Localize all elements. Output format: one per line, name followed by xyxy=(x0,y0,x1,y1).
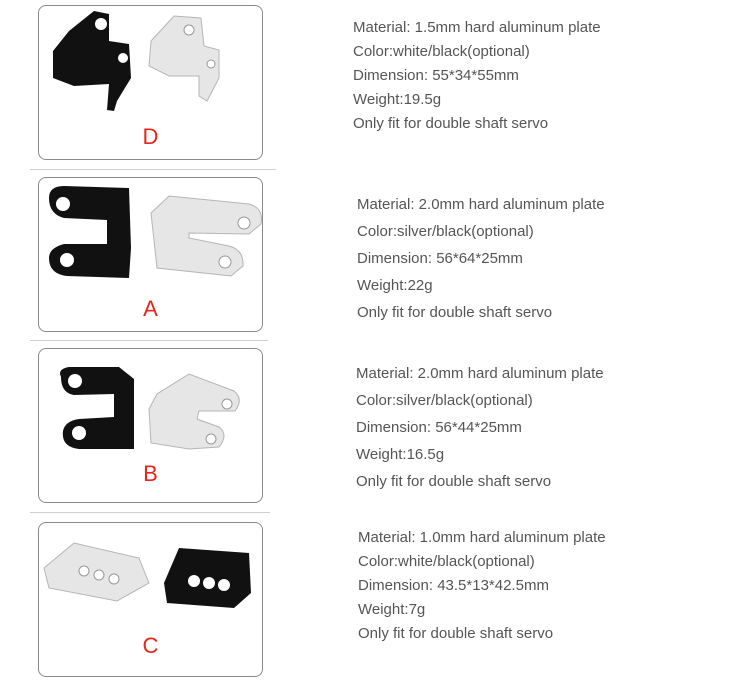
spec-color: Color:white/black(optional) xyxy=(358,553,535,570)
bracket-d-image xyxy=(39,6,262,136)
spec-material: Material: 1.0mm hard aluminum plate xyxy=(358,529,606,546)
specs-c xyxy=(358,526,606,646)
spec-dimension: Dimension: 43.5*13*42.5mm xyxy=(358,577,549,594)
silver-bracket-a xyxy=(151,196,262,276)
spec-fit: Only fit for double shaft servo xyxy=(357,304,553,321)
spec-color: Color:silver/black(optional) xyxy=(357,223,534,240)
spec-dimension: Dimension: 55*34*55mm xyxy=(353,67,519,84)
specs-d xyxy=(353,16,601,136)
separator xyxy=(30,340,268,341)
spec-material: Material: 2.0mm hard aluminum plate xyxy=(356,365,604,382)
bracket-c-image xyxy=(39,523,262,633)
spec-material: Material: 2.0mm hard aluminum plate xyxy=(357,196,605,213)
specs-b xyxy=(356,360,604,495)
product-label-d: D xyxy=(142,124,159,149)
spec-fit: Only fit for double shaft servo xyxy=(356,473,552,490)
spec-weight: Weight:22g xyxy=(357,277,433,294)
spec-fit: Only fit for double shaft servo xyxy=(358,625,554,642)
silver-bracket-b xyxy=(149,374,239,449)
product-label-a: A xyxy=(143,296,158,321)
spec-color: Color:silver/black(optional) xyxy=(356,392,533,409)
spec-weight: Weight:16.5g xyxy=(356,446,445,463)
product-label-c: C xyxy=(142,633,159,658)
spec-dimension: Dimension: 56*44*25mm xyxy=(356,419,522,436)
product-card-d[interactable] xyxy=(38,5,263,160)
product-card-a[interactable] xyxy=(38,177,263,332)
product-card-b[interactable] xyxy=(38,348,263,503)
separator xyxy=(30,169,276,170)
separator xyxy=(30,512,270,513)
product-label-b: B xyxy=(143,461,158,486)
product-card-c[interactable] xyxy=(38,522,263,677)
spec-dimension: Dimension: 56*64*25mm xyxy=(357,250,523,267)
spec-weight: Weight:19.5g xyxy=(353,91,442,108)
bracket-b-image xyxy=(39,349,262,459)
specs-a xyxy=(357,191,605,326)
spec-fit: Only fit for double shaft servo xyxy=(353,115,549,132)
bracket-a-image xyxy=(39,178,262,288)
spec-material: Material: 1.5mm hard aluminum plate xyxy=(353,19,601,36)
spec-color: Color:white/black(optional) xyxy=(353,43,530,60)
spec-weight: Weight:7g xyxy=(358,601,426,618)
